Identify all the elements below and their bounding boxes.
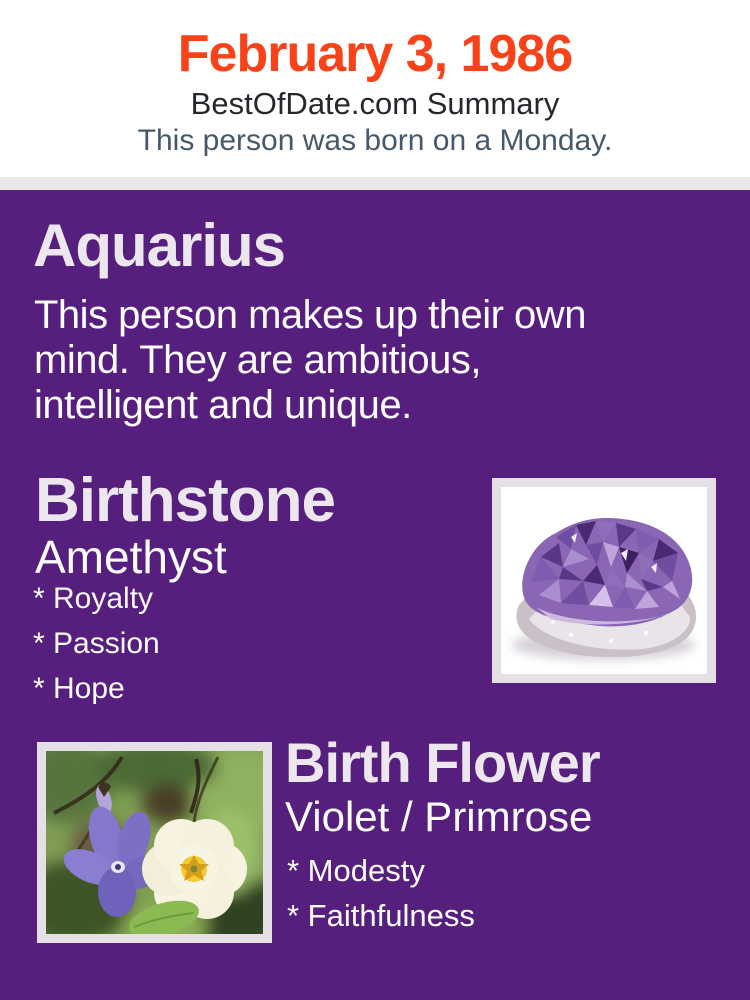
birthstone-trait: * Royalty: [33, 582, 154, 615]
header: [0, 0, 750, 177]
zodiac-description-line: This person makes up their own: [34, 293, 586, 337]
birth-flower-name: Violet / Primrose: [285, 793, 593, 840]
site-summary-subtitle: BestOfDate.com Summary: [190, 86, 560, 121]
zodiac-description-line: intelligent and unique.: [34, 383, 412, 427]
birthstone-trait: * Passion: [33, 627, 160, 660]
weekday-note: This person was born on a Monday.: [137, 124, 613, 157]
birth-flower-trait: * Faithfulness: [287, 898, 475, 933]
birthday-facts-panel: [0, 190, 750, 1000]
violet-primrose-photo: [37, 742, 272, 943]
birthstone-section-title: Birthstone: [35, 466, 335, 535]
divider-strip: [0, 177, 750, 190]
zodiac-description-line: mind. They are ambitious,: [34, 338, 481, 382]
zodiac-description: [34, 293, 586, 428]
birthstone-name: Amethyst: [35, 531, 227, 583]
birth-flower-section-title: Birth Flower: [285, 731, 600, 794]
violet-primrose-illustration: [46, 751, 263, 934]
zodiac-name-heading: Aquarius: [33, 212, 286, 279]
amethyst-crystal-illustration: [501, 487, 707, 674]
birth-flower-trait: * Modesty: [287, 853, 425, 888]
date-heading: February 3, 1986: [177, 25, 573, 83]
amethyst-photo: [492, 478, 716, 683]
birth-flower-trait-list: [287, 855, 475, 945]
birthstone-trait-list: [33, 584, 160, 719]
birthstone-trait: * Hope: [33, 672, 125, 705]
